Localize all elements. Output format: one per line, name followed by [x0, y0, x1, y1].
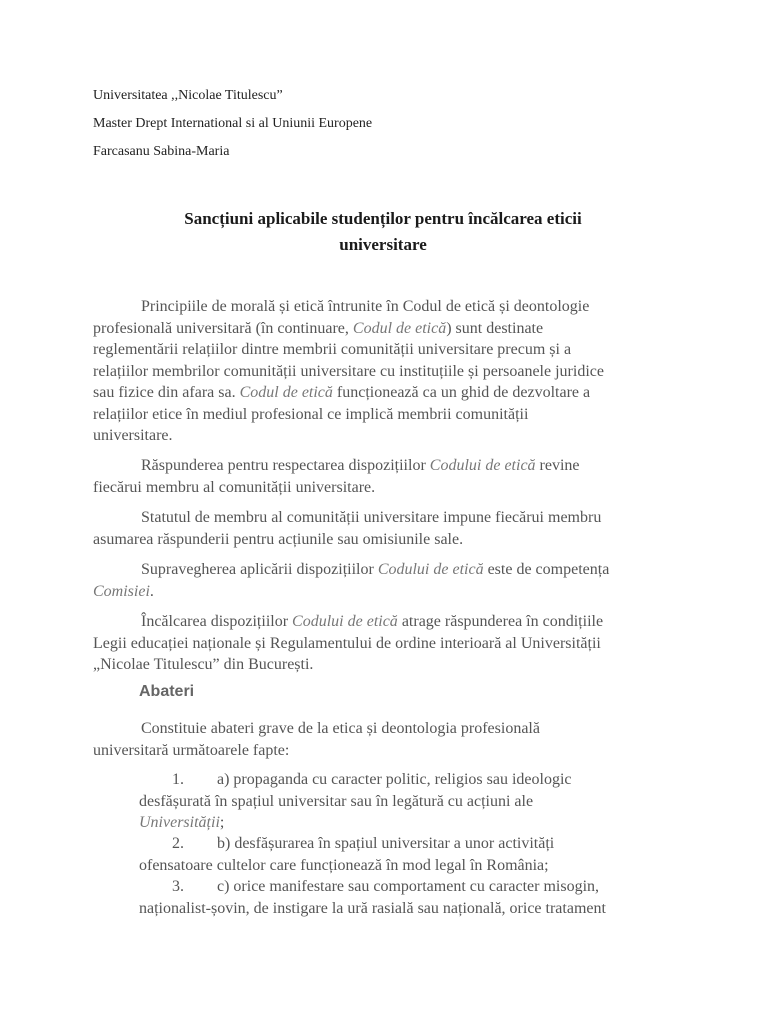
text-line: Constituie abateri grave de la etica și deontologia profesională — [141, 720, 540, 737]
italic-term: Codul de etică — [239, 384, 333, 401]
text-line: „Nicolae Titulescu” din București. — [93, 656, 314, 673]
italic-term: Codului de etică — [292, 613, 398, 630]
italic-term: Codului de etică — [377, 561, 484, 578]
italic-term: Codului de etică — [429, 457, 536, 474]
text-line: Statutul de membru al comunității universitare impune fiecărui membru — [141, 509, 602, 526]
text-line: ofensatoare cultelor care funcționează în mod legal în România; — [139, 856, 549, 874]
text-line: desfășurată în spațiul universitar sau în legătură cu acțiuni ale — [139, 792, 534, 810]
title-line-2: universitare — [339, 235, 427, 254]
list-item — [139, 769, 684, 834]
text-line: relațiilor etice în mediul profesional ce implică membrii comunității — [93, 405, 529, 423]
text-line: Încălcarea dispozițiilor Codului de etică atrage răspunderea în condițiile — [141, 613, 604, 630]
header-author: Farcasanu Sabina-Maria — [93, 144, 230, 159]
text-line: Supravegherea aplicării dispozițiilor Codului de etică este de competența — [141, 561, 610, 578]
text-line: 3. c) orice manifestare sau comportament cu caracter misogin, — [139, 876, 684, 898]
italic-term: Comisiei — [93, 582, 150, 600]
list-item — [139, 833, 684, 876]
text-line: 1. a) propaganda cu caracter politic, religios sau ideologic — [139, 769, 684, 791]
section-heading-abateri: Abateri — [139, 683, 195, 700]
list-number: 1. — [172, 771, 184, 788]
text-line: sau fizice din afara sa. Codul de etică funcționează ca un ghid de dezvoltare a — [93, 384, 591, 401]
text-line: asumarea răspunderii pentru acțiunile sau omisiunile sale. — [93, 530, 464, 548]
text-line: relațiilor membrilor comunității universitare cu instituțiile și persoanele juridice — [93, 362, 604, 380]
text-line: reglementării relațiilor dintre membrii comunității universitare precum și a — [93, 341, 572, 358]
paragraph-1 — [93, 296, 683, 447]
text-line: 2. b) desfășurarea în spațiul universitar a unor activități — [139, 833, 684, 855]
list-item — [139, 876, 684, 919]
paragraph-5 — [93, 611, 683, 676]
list-number: 2. — [172, 835, 184, 852]
text-line: naționalist-șovin, de instigare la ură rasială sau națională, orice tratament — [139, 899, 606, 917]
italic-term: Universității — [139, 814, 220, 831]
text-line: Principiile de morală și etică întrunite în Codul de etică și deontologie — [141, 298, 590, 315]
text-line: Legii educației naționale și Regulamentului de ordine interioară al Universității — [93, 634, 601, 652]
document-title — [93, 206, 673, 258]
text-line: Comisiei. — [93, 582, 154, 600]
paragraph-6 — [93, 718, 683, 761]
text-line: Universității; — [139, 814, 225, 831]
title-line-1: Sancțiuni aplicabile studenților pentru încălcarea eticii — [184, 209, 582, 228]
paragraph-4 — [93, 559, 683, 602]
italic-term: Codul de etică — [352, 319, 447, 337]
text-line: profesională universitară (în continuare, Codul de etică) sunt destinate — [93, 319, 544, 337]
text-line: universitare. — [93, 427, 173, 444]
paragraph-3 — [93, 507, 683, 550]
text-line: fiecărui membru al comunității universitare. — [93, 478, 376, 496]
text-line: universitară următoarele fapte: — [93, 741, 290, 759]
header-program: Master Drept International si al Uniunii Europene — [93, 116, 373, 131]
header-university: Universitatea ,,Nicolae Titulescu” — [93, 88, 283, 103]
paragraph-2 — [93, 455, 683, 498]
text-line: Răspunderea pentru respectarea dispozițiilor Codului de etică revine — [141, 457, 580, 474]
list-number: 3. — [172, 878, 184, 895]
